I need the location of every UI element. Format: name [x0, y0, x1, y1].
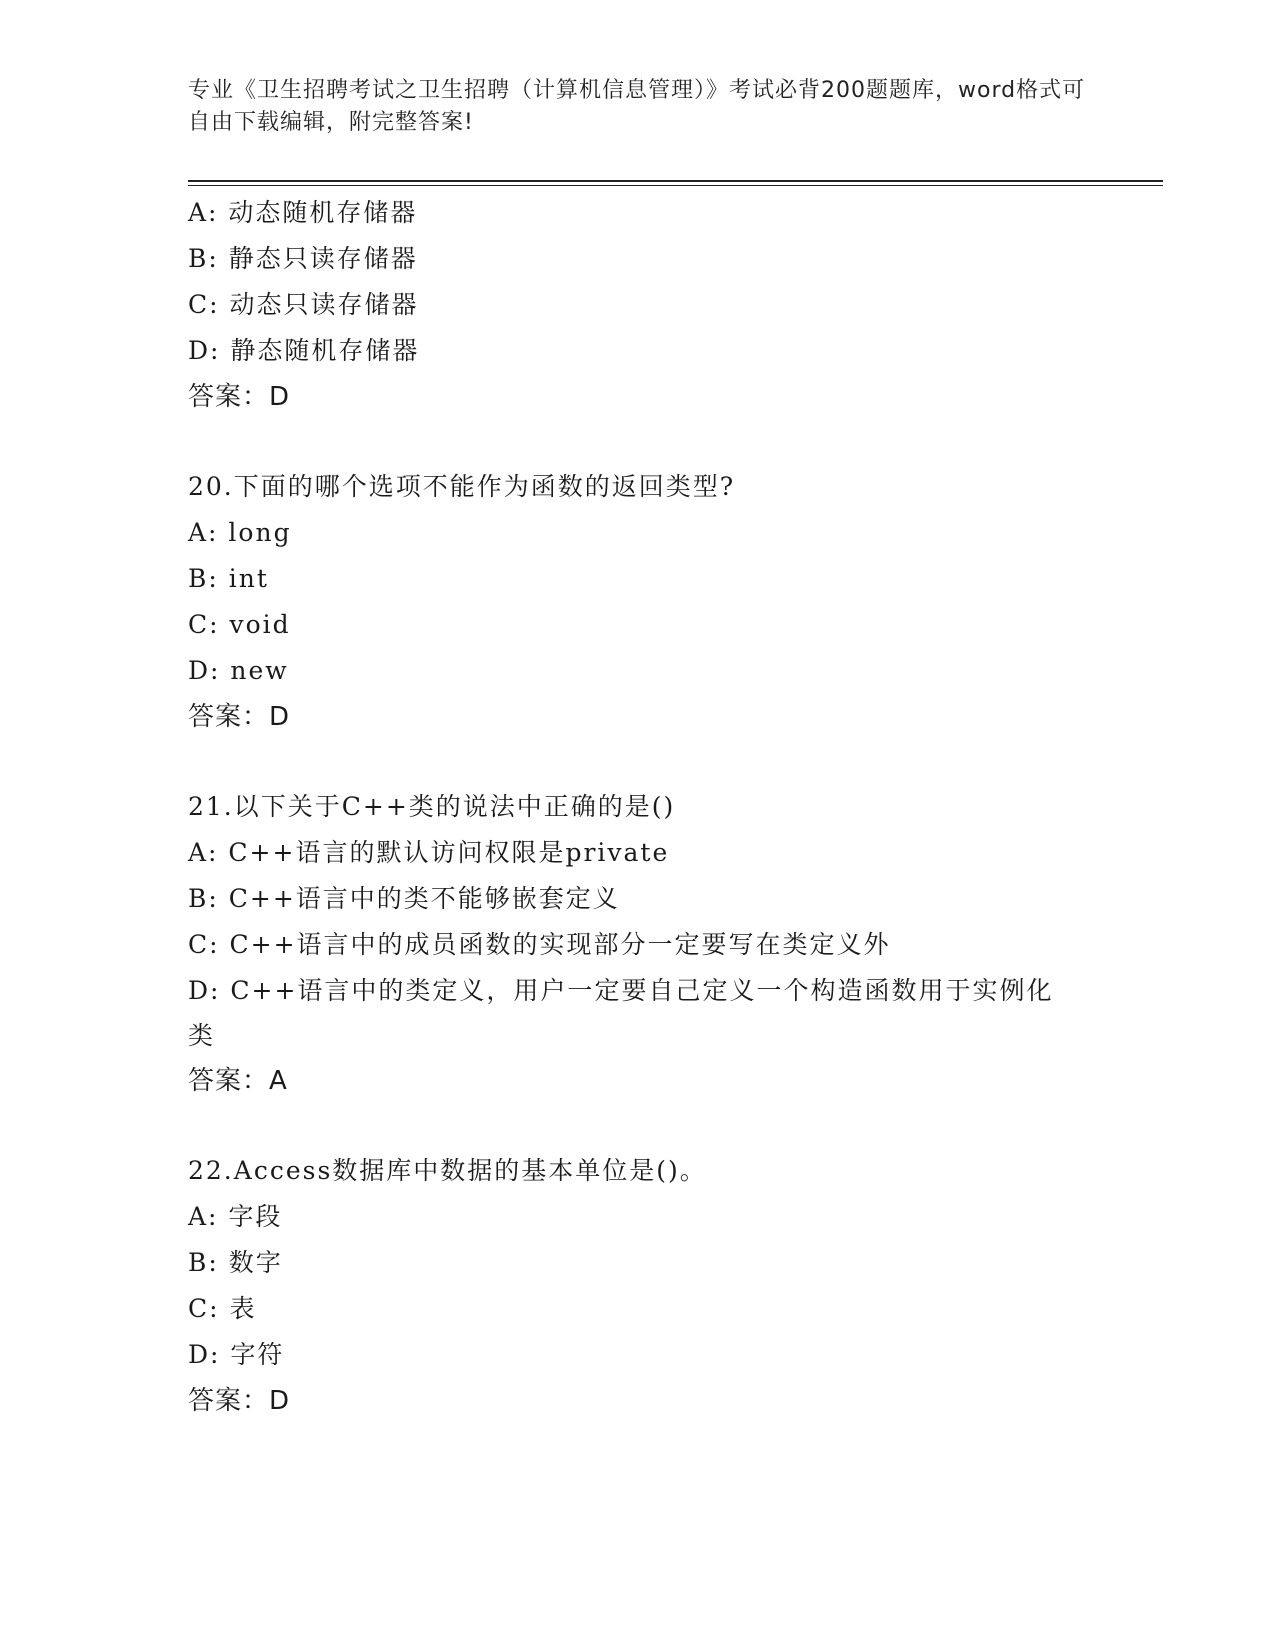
option-c: C: 表	[188, 1294, 257, 1323]
option-b: B: 数字	[188, 1248, 283, 1277]
option-c: C: 动态只读存储器	[188, 290, 419, 319]
question-stem: 20.下面的哪个选项不能作为函数的返回类型?	[188, 472, 736, 501]
header-divider-thin	[188, 185, 1163, 186]
answer-line: 答案：D	[188, 1386, 291, 1416]
option-d: D: 静态随机存储器	[188, 336, 420, 365]
question-spacer	[188, 1104, 1088, 1148]
question-22-block	[188, 1148, 1088, 1424]
option-b: B: 静态只读存储器	[188, 244, 418, 273]
option-d: D: new	[188, 656, 289, 685]
header-divider-thick	[188, 180, 1163, 182]
question-stem: 22.Access数据库中数据的基本单位是()。	[188, 1156, 707, 1185]
question-20-block	[188, 464, 1088, 740]
option-b: B: C++语言中的类不能够嵌套定义	[188, 884, 620, 913]
option-c: C: C++语言中的成员函数的实现部分一定要写在类定义外	[188, 930, 891, 959]
option-d: D: C++语言中的类定义，用户一定要自己定义一个构造函数用于实例化类	[188, 976, 1054, 1050]
question-spacer	[188, 420, 1088, 464]
answer-line: 答案：D	[188, 382, 291, 412]
option-a: A: 字段	[188, 1202, 283, 1231]
option-c: C: void	[188, 610, 291, 639]
question-spacer	[188, 740, 1088, 784]
answer-line: 答案：D	[188, 702, 291, 732]
option-a: A: 动态随机存储器	[188, 198, 418, 227]
option-b: B: int	[188, 564, 269, 593]
question-list	[188, 190, 1088, 1424]
document-header: 专业《卫生招聘考试之卫生招聘（计算机信息管理）》考试必背200题题库，word格式可自由下载编辑，附完整答案!	[188, 78, 1086, 135]
option-a: A: long	[188, 518, 292, 547]
question-21-block	[188, 784, 1088, 1104]
option-d: D: 字符	[188, 1340, 285, 1369]
question-stem: 21.以下关于C++类的说法中正确的是()	[188, 792, 676, 821]
question-19-block	[188, 190, 1088, 420]
answer-line: 答案：A	[188, 1066, 288, 1096]
option-a: A: C++语言的默认访问权限是private	[188, 838, 670, 867]
